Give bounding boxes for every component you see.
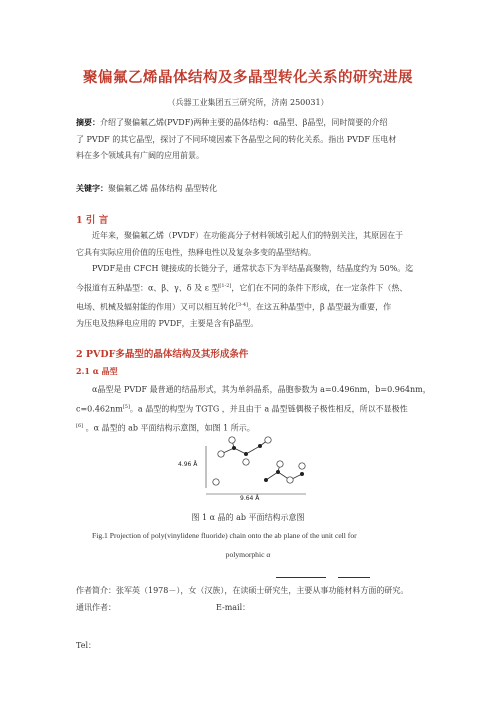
figure-label-a: 4.96 Å — [178, 461, 198, 468]
footnote-rule-2 — [338, 577, 370, 578]
affiliation: （兵器工业集团五三研究所，济南 250031） — [167, 98, 329, 107]
contact-line — [76, 600, 476, 617]
section-2-1-body — [76, 382, 436, 437]
alpha-crystal-figure — [176, 432, 326, 502]
footnote-rule-1 — [276, 577, 326, 578]
email-label: E-mail： — [216, 602, 251, 612]
section-1-body — [76, 228, 436, 332]
abstract-line-2: 了 PVDF 的其它晶型，探讨了不同环境因素下各晶型之间的转化关系。指出 PVDF 压电材 — [76, 134, 397, 144]
section-2-1-heading: 2.1 α 晶型 — [76, 366, 118, 376]
figure-caption-en-line-1: Fig.1 Projection of poly(vinylidene fluoride) chain onto the ab plane of the unit cell for — [92, 531, 357, 540]
abstract-line-1: 介绍了聚偏氟乙烯(PVDF)两种主要的晶体结构：α晶型、β晶型，同时简要的介绍 — [100, 118, 388, 127]
section-1-p2-line-1: PVDF是由 CFCH 键接成的长链分子，通常状态下为半结晶高聚物，结晶度约为 50%。迄 — [92, 264, 414, 273]
section-2-1-line-2: c=0.462nm[5]。a 晶型的构型为 TGTG ，并且由于 a 晶型链偶极子极性相反，所以不显极性 — [76, 403, 408, 414]
figure-label-b: 9.64 Å — [240, 495, 260, 502]
section-2-heading: 2 PVDF多晶型的晶体结构及其形成条件 — [76, 349, 249, 360]
citation: [5] — [122, 403, 130, 410]
figure-caption-en-line-2: polymorphic α — [225, 550, 271, 559]
keywords-text: 聚偏氟乙烯 晶体结构 晶型转化 — [108, 184, 218, 193]
section-1-p2-line-3: 电场、机械及辐射能的作用）又可以相互转化[3-4]。在这五种晶型中，β 晶型最为重要，作 — [76, 301, 392, 312]
chain-lower — [266, 464, 302, 480]
tel-label: Tel： — [76, 641, 97, 650]
section-2-1-line-1: α晶型是 PVDF 最普通的结晶形式，其为单斜晶系，晶胞参数为 a=0.496nm，b=0.964nm， — [92, 385, 431, 394]
section-1-p2-line-4: 为压电及热释电应用的 PVDF，主要是含有β晶型。 — [76, 318, 259, 328]
keywords — [76, 180, 217, 198]
abstract-line-3: 料在多个领域具有广阔的应用前景。 — [76, 151, 204, 160]
section-1-p2-line-2: 今报道有五种晶型：α、β、γ、δ 及 ε 型[1-2]，它们在不同的条件下形成，在一定条件下（热、 — [76, 282, 408, 293]
atoms-open — [213, 437, 305, 485]
section-2-1-line-3: [6] 。α 晶型的 ab 平面结构示意图，如图 1 所示。 — [76, 422, 255, 433]
citation: [1-2] — [219, 282, 232, 289]
author-info: 作者简介：张军英（1978－），女（汉族），在读硕士研究生，主要从事功能材料方面的研究。 — [76, 586, 409, 595]
keywords-label: 关键字： — [76, 183, 108, 193]
figure-caption-cn: 图 1 α 晶的 ab 平面结构示意图 — [191, 513, 305, 522]
contact-label: 通讯作者： — [76, 602, 116, 612]
abstract — [76, 114, 436, 165]
footnote — [76, 583, 476, 616]
section-1-heading: 1 引 言 — [76, 215, 109, 226]
section-1-p1-line-2: 它具有实际应用价值的压电性，热释电性以及复杂多变的晶型结构。 — [76, 247, 316, 257]
paper-title: 聚偏氟乙烯晶体结构及多晶型转化关系的研究进展 — [83, 69, 413, 86]
citation: [6] — [76, 422, 84, 429]
section-1-p1-line-1: 近年来，聚偏氟乙烯（PVDF）在功能高分子材料领域引起人们的特别关注，其原因在于 — [92, 231, 404, 240]
abstract-label: 摘要： — [76, 117, 100, 127]
citation: [3-4] — [236, 301, 248, 308]
